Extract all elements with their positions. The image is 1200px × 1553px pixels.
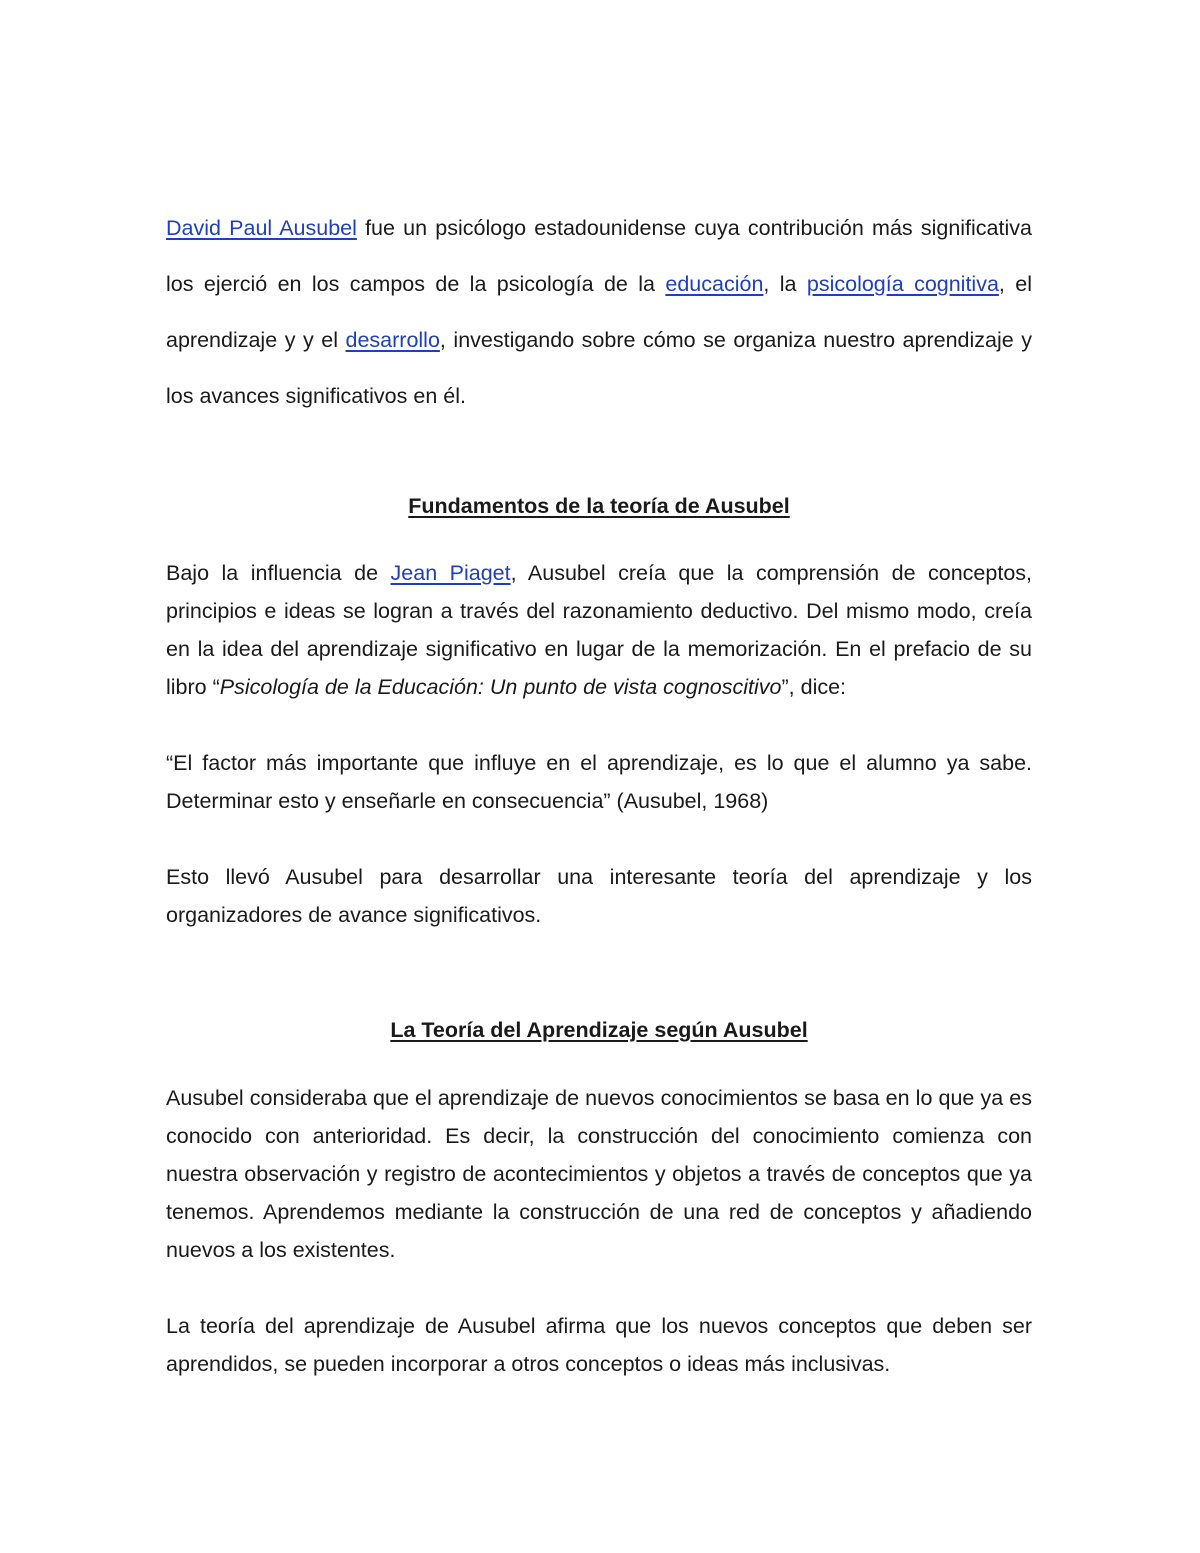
piaget-text-c: ”, dice:: [781, 675, 847, 699]
link-jean-piaget[interactable]: Jean Piaget: [390, 561, 511, 585]
book-title: Psicología de la Educación: Un punto de vista cognoscitivo: [219, 675, 782, 699]
link-david-paul-ausubel[interactable]: David Paul Ausubel: [166, 216, 357, 240]
paragraph-nuevos-conceptos: La teoría del aprendizaje de Ausubel afirma que los nuevos conceptos que deben ser aprendidos, se pueden incorporar a otros conceptos o ideas más inclusivas.: [166, 1314, 1032, 1376]
piaget-text-b: , Ausubel creía que la comprensión de conceptos, principios e ideas se logran a través del razonamiento deductivo. Del mismo modo, creía en la idea del aprendizaje significativo en lugar de la memorización. En el prefacio de su libro “: [166, 561, 1033, 699]
paragraph-piaget: [166, 554, 1032, 706]
intro-paragraph: [166, 200, 1032, 424]
quote-paragraph: “El factor más importante que influye en el aprendizaje, es lo que el alumno ya sabe. Determinar esto y enseñarle en consecuencia” (Ausubel, 1968): [166, 751, 1032, 813]
paragraph-organizadores: Esto llevó Ausubel para desarrollar una interesante teoría del aprendizaje y los organizadores de avance significativos.: [166, 865, 1032, 927]
piaget-text-a: Bajo la influencia de: [166, 561, 391, 585]
document-page: [166, 200, 1032, 1383]
paragraph-conocimientos: Ausubel consideraba que el aprendizaje de nuevos conocimientos se basa en lo que ya es conocido con anterioridad. Es decir, la construcción del conocimiento comienza con nuestra observación y registro de acontecimientos y objetos a través de conceptos que ya tenemos. Aprendemos mediante la construcción de una red de conceptos y añadiendo nuevos a los existentes.: [166, 1086, 1032, 1262]
intro-text-3: , el aprendizaje y y el: [166, 272, 1033, 352]
heading-fundamentos: Fundamentos de la teoría de Ausubel: [408, 494, 790, 518]
link-educacion[interactable]: educación: [665, 272, 764, 296]
intro-text-1: fue un psicólogo estadounidense cuya contribución más significativa los ejerció en los campos de la psicología de la: [166, 216, 1032, 296]
link-desarrollo[interactable]: desarrollo: [345, 328, 440, 352]
link-psicologia-cognitiva[interactable]: psicología cognitiva: [806, 272, 999, 296]
heading-teoria-aprendizaje: La Teoría del Aprendizaje según Ausubel: [390, 1018, 808, 1042]
intro-text-4: , investigando sobre cómo se organiza nuestro aprendizaje y los avances significativos en él.: [166, 328, 1032, 408]
intro-text-2: , la: [763, 272, 807, 296]
